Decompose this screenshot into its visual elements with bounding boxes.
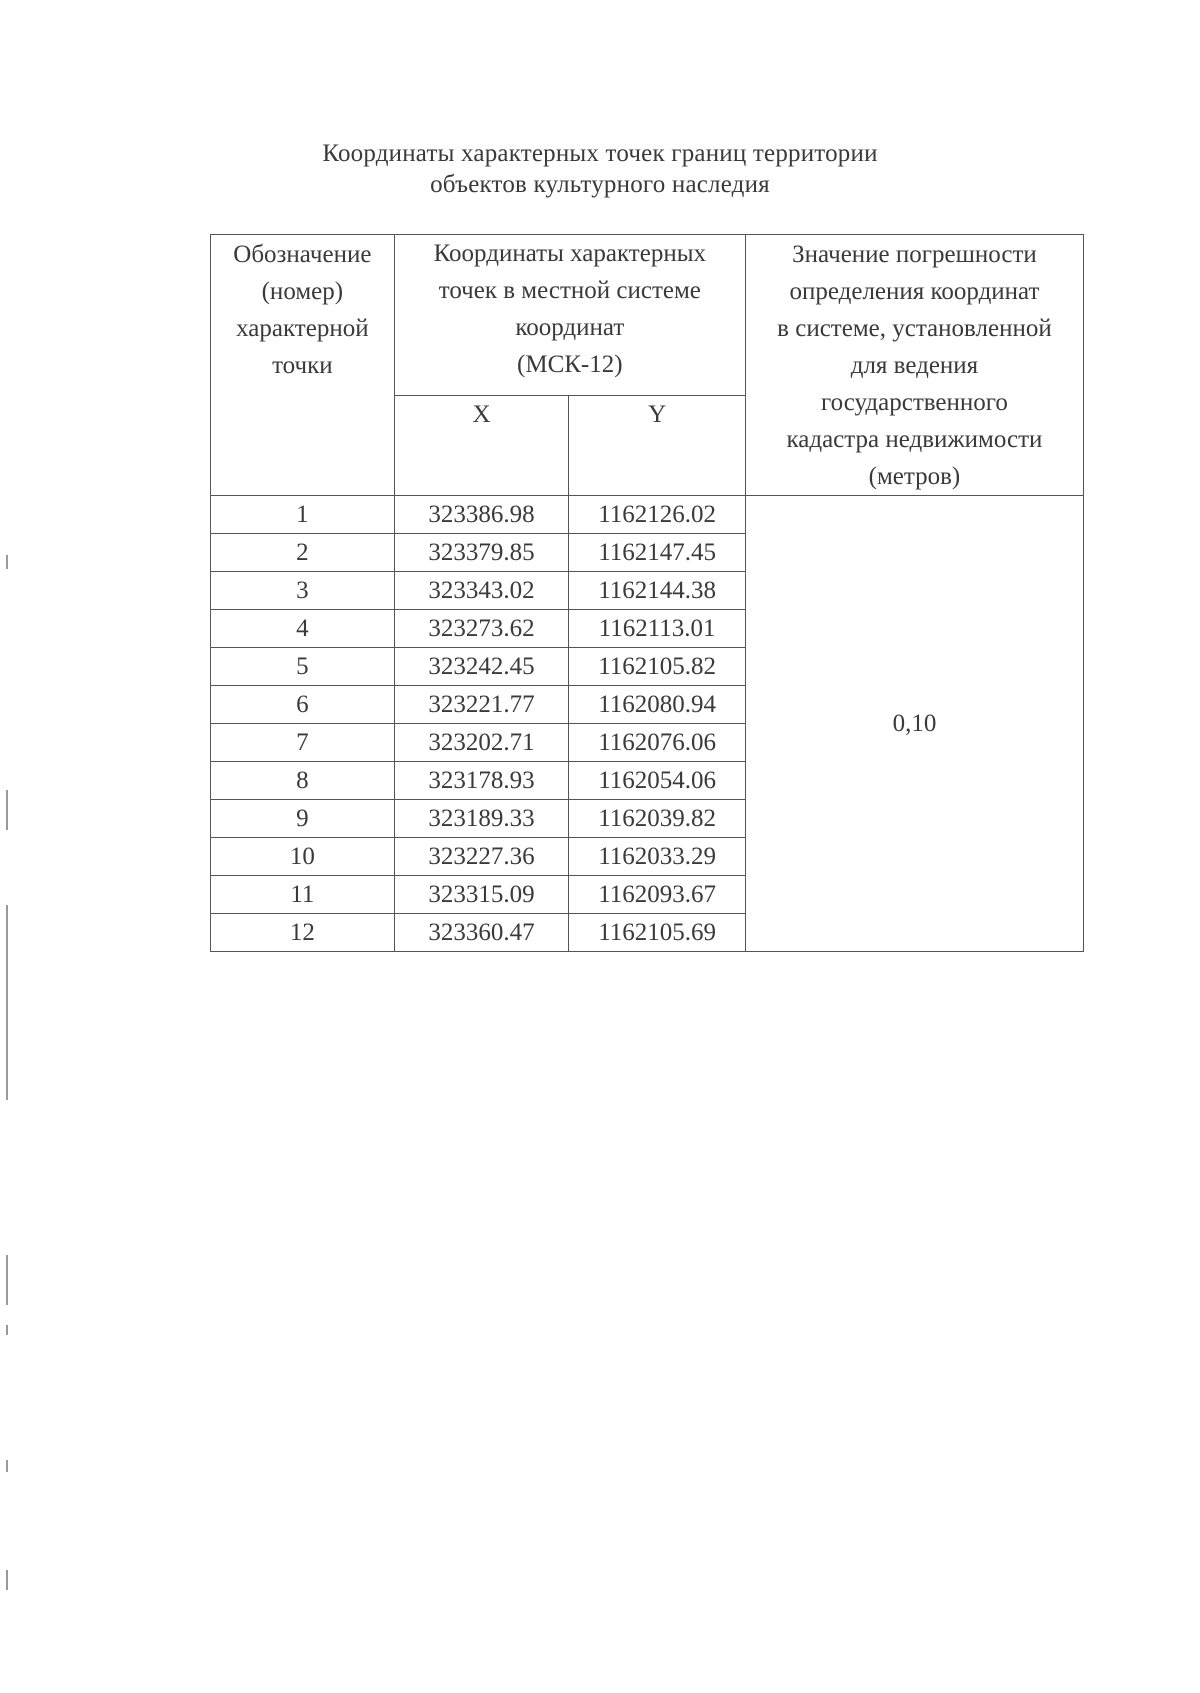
coordinate-x: 323386.98	[394, 496, 569, 534]
coordinate-x: 323273.62	[394, 610, 569, 648]
coordinate-y: 1162113.01	[569, 610, 746, 648]
header-y: Y	[569, 395, 746, 495]
coordinate-y: 1162054.06	[569, 762, 746, 800]
error-value: 0,10	[745, 496, 1083, 952]
point-number: 4	[211, 610, 395, 648]
coordinate-x: 323227.36	[394, 838, 569, 876]
coordinate-y: 1162144.38	[569, 572, 746, 610]
header-coordinates: Координаты характерных точек в местной системе координат (МСК-12)	[394, 235, 745, 396]
document-title	[0, 138, 1200, 200]
point-number: 6	[211, 686, 395, 724]
coordinate-y: 1162105.82	[569, 648, 746, 686]
point-number: 11	[211, 876, 395, 914]
point-number: 3	[211, 572, 395, 610]
scan-margin-mark	[6, 1570, 8, 1590]
coordinate-x: 323242.45	[394, 648, 569, 686]
coordinate-x: 323178.93	[394, 762, 569, 800]
point-number: 10	[211, 838, 395, 876]
point-number: 1	[211, 496, 395, 534]
coordinate-x: 323343.02	[394, 572, 569, 610]
scan-margin-mark	[6, 1325, 8, 1335]
point-number: 12	[211, 914, 395, 952]
scan-margin-mark	[6, 1460, 8, 1472]
scan-margin-mark	[6, 1255, 8, 1305]
header-designation: Обозначение (номер) характерной точки	[211, 235, 395, 496]
coordinate-x: 323379.85	[394, 534, 569, 572]
point-number: 5	[211, 648, 395, 686]
coordinates-table	[210, 234, 1084, 952]
title-line-1: Координаты характерных точек границ территории	[322, 140, 878, 167]
header-x: X	[394, 395, 569, 495]
point-number: 8	[211, 762, 395, 800]
scan-margin-mark	[6, 555, 8, 569]
scan-margin-mark	[6, 790, 8, 830]
point-number: 7	[211, 724, 395, 762]
coordinate-y: 1162076.06	[569, 724, 746, 762]
point-number: 2	[211, 534, 395, 572]
coordinate-y: 1162033.29	[569, 838, 746, 876]
coordinate-x: 323189.33	[394, 800, 569, 838]
point-number: 9	[211, 800, 395, 838]
coordinate-y: 1162126.02	[569, 496, 746, 534]
coordinate-y: 1162093.67	[569, 876, 746, 914]
header-error: Значение погрешности определения координат в системе, установленной для ведения государственного кадастра недвижимости (метров)	[745, 235, 1083, 496]
header-row-1	[211, 235, 1084, 396]
coordinate-x: 323360.47	[394, 914, 569, 952]
coordinate-y: 1162147.45	[569, 534, 746, 572]
scan-margin-mark	[6, 905, 8, 1100]
coordinate-x: 323221.77	[394, 686, 569, 724]
coordinate-y: 1162039.82	[569, 800, 746, 838]
table-row	[211, 496, 1084, 534]
coordinate-x: 323315.09	[394, 876, 569, 914]
title-line-2: объектов культурного наследия	[430, 171, 770, 198]
coordinate-x: 323202.71	[394, 724, 569, 762]
coordinate-y: 1162105.69	[569, 914, 746, 952]
coordinate-y: 1162080.94	[569, 686, 746, 724]
